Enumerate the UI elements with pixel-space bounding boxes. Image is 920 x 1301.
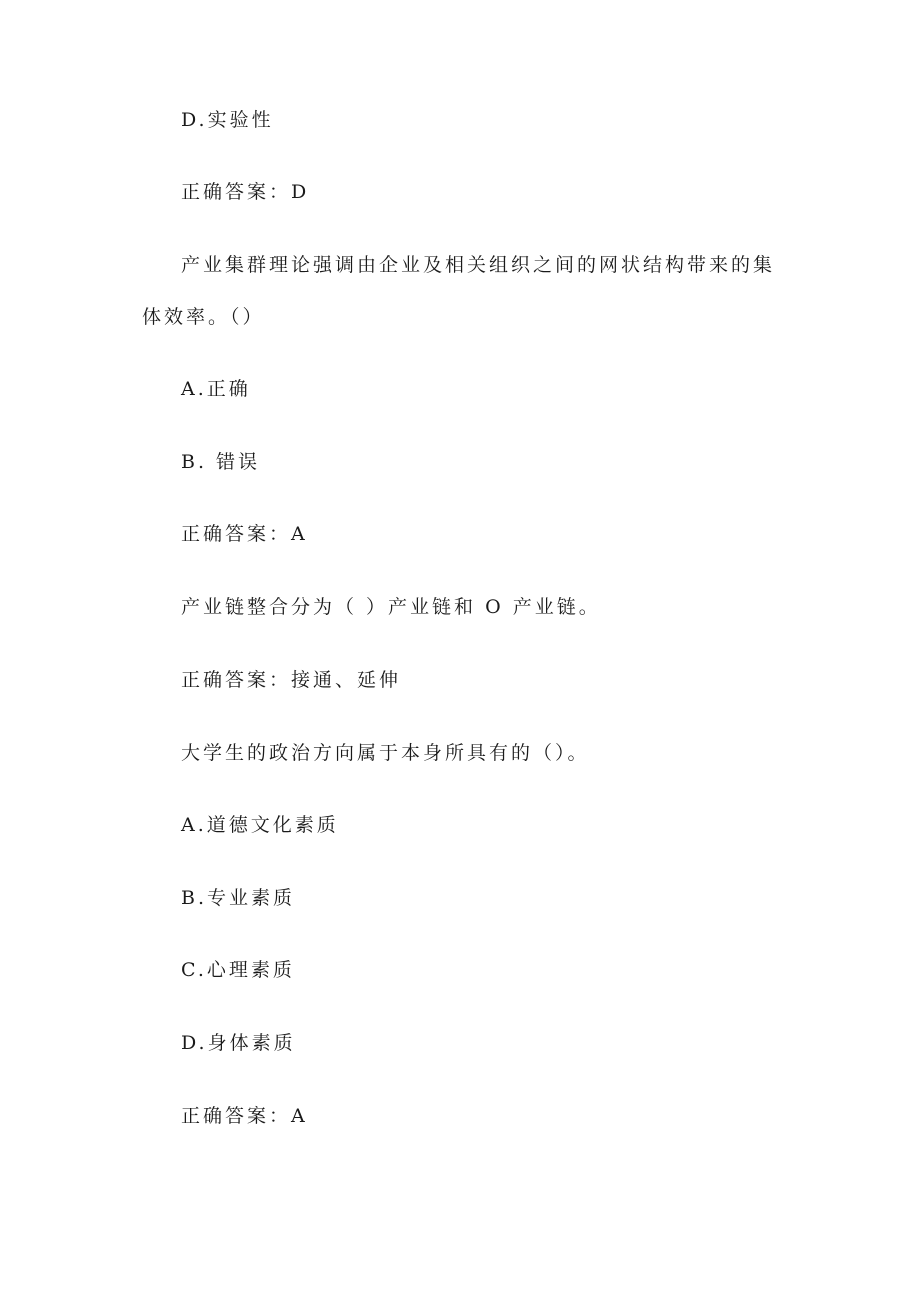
q4-answer: 正确答案：A <box>181 1105 308 1127</box>
q4-option-a: A.道德文化素质 <box>181 814 339 836</box>
q1-answer: 正确答案：D <box>181 181 310 203</box>
q1-option-d: D.实验性 <box>181 109 274 131</box>
q2-stem-line1: 产业集群理论强调由企业及相关组织之间的网状结构带来的集 <box>181 254 776 276</box>
q4-option-d: D.身体素质 <box>181 1032 296 1054</box>
q3-answer: 正确答案：接通、延伸 <box>181 669 402 691</box>
q4-stem: 大学生的政治方向属于本身所具有的（）。 <box>181 742 590 764</box>
q2-option-a: A.正确 <box>181 378 251 400</box>
q2-answer: 正确答案：A <box>181 523 308 545</box>
q4-option-c: C.心理素质 <box>181 959 295 981</box>
q3-stem: 产业链整合分为（ ）产业链和 O 产业链。 <box>181 596 601 618</box>
q2-option-b: B. 错误 <box>181 451 261 473</box>
q4-option-b: B.专业素质 <box>181 887 296 909</box>
q2-stem-line2: 体效率。（） <box>142 306 265 328</box>
